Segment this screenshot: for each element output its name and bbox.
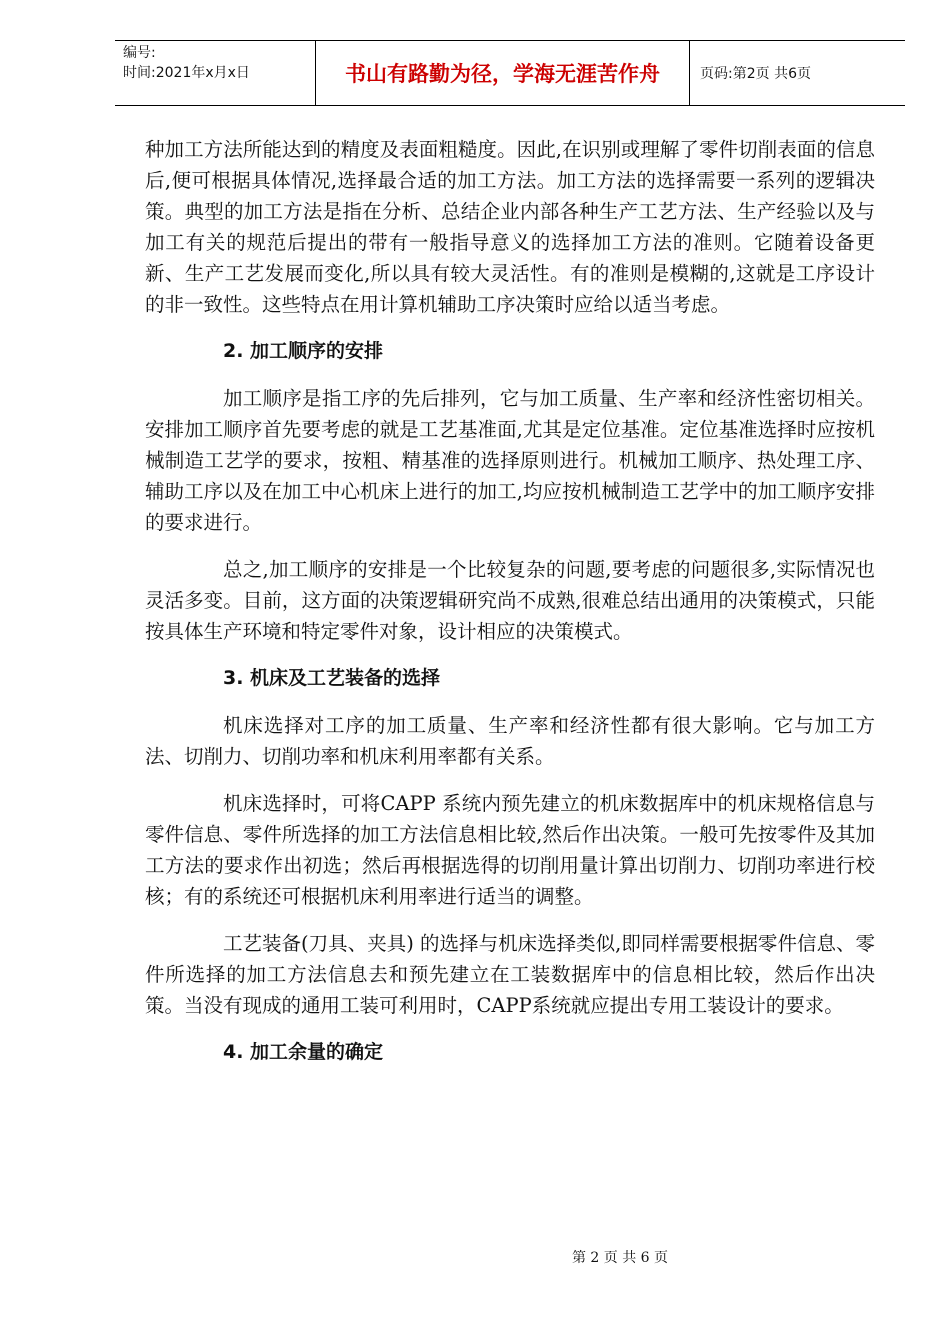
serial-number-label: 编号: — [123, 45, 156, 61]
header-page-info: 页码:第2页 共6页 — [700, 66, 811, 82]
header-meta — [115, 41, 316, 105]
paragraph: 工艺装备(刀具、夹具) 的选择与机床选择类似,即同样需要根据零件信息、零件所选择的加工方法信息去和预先建立在工装数据库中的信息相比较，然后作出决策。当没有现成的通用工装可利用时，CAPP系统就应提出专用工装设计的要求。 — [145, 932, 875, 1017]
paragraph: 加工顺序是指工序的先后排列，它与加工质量、生产率和经济性密切相关。安排加工顺序首先要考虑的就是工艺基准面,尤其是定位基准。定位基准选择时应按机械制造工艺学的要求，按粗、精基准的选择原则进行。机械加工顺序、热处理工序、辅助工序以及在加工中心机床上进行的加工,均应按机械制造工艺学中的加工顺序安排的要求进行。 — [145, 387, 875, 534]
paragraph: 机床选择对工序的加工质量、生产率和经济性都有很大影响。它与加工方法、切削力、切削功率和机床利用率都有关系。 — [145, 714, 875, 768]
paragraph: 总之,加工顺序的安排是一个比较复杂的问题,要考虑的问题很多,实际情况也灵活多变。目前，这方面的决策逻辑研究尚不成熟,很难总结出通用的决策模式，只能按具体生产环境和特定零件对象，设计相应的决策模式。 — [145, 558, 875, 643]
document-body — [145, 134, 875, 1084]
paragraph: 机床选择时，可将CAPP 系统内预先建立的机床数据库中的机床规格信息与零件信息、零件所选择的加工方法信息相比较,然后作出决策。一般可先按零件及其加工方法的要求作出初选；然后再根据选得的切削用量计算出切削力、切削功率进行校核；有的系统还可根据机床利用率进行适当的调整。 — [145, 792, 875, 908]
page-header — [115, 40, 905, 106]
section-heading: 4. 加工余量的确定 — [223, 1041, 384, 1063]
paragraph: 种加工方法所能达到的精度及表面粗糙度。因此,在识别或理解了零件切削表面的信息后,便可根据具体情况,选择最合适的加工方法。加工方法的选择需要一系列的逻辑决策。典型的加工方法是指在分析、总结企业内部各种生产工艺方法、生产经验以及与加工有关的规范后提出的带有一般指导意义的选择加工方法的准则。它随着设备更新、生产工艺发展而变化,所以具有较大灵活性。有的准则是模糊的,这就是工序设计的非一致性。这些特点在用计算机辅助工序决策时应给以适当考虑。 — [145, 138, 875, 316]
header-motto: 书山有路勤为径，学海无涯苦作舟 — [316, 41, 690, 105]
page-footer: 第 2 页 共 6 页 — [571, 1250, 669, 1266]
section-heading: 3. 机床及工艺装备的选择 — [223, 667, 441, 689]
section-heading: 2. 加工顺序的安排 — [223, 340, 384, 362]
date-label: 时间:2021年x月x日 — [123, 65, 250, 81]
